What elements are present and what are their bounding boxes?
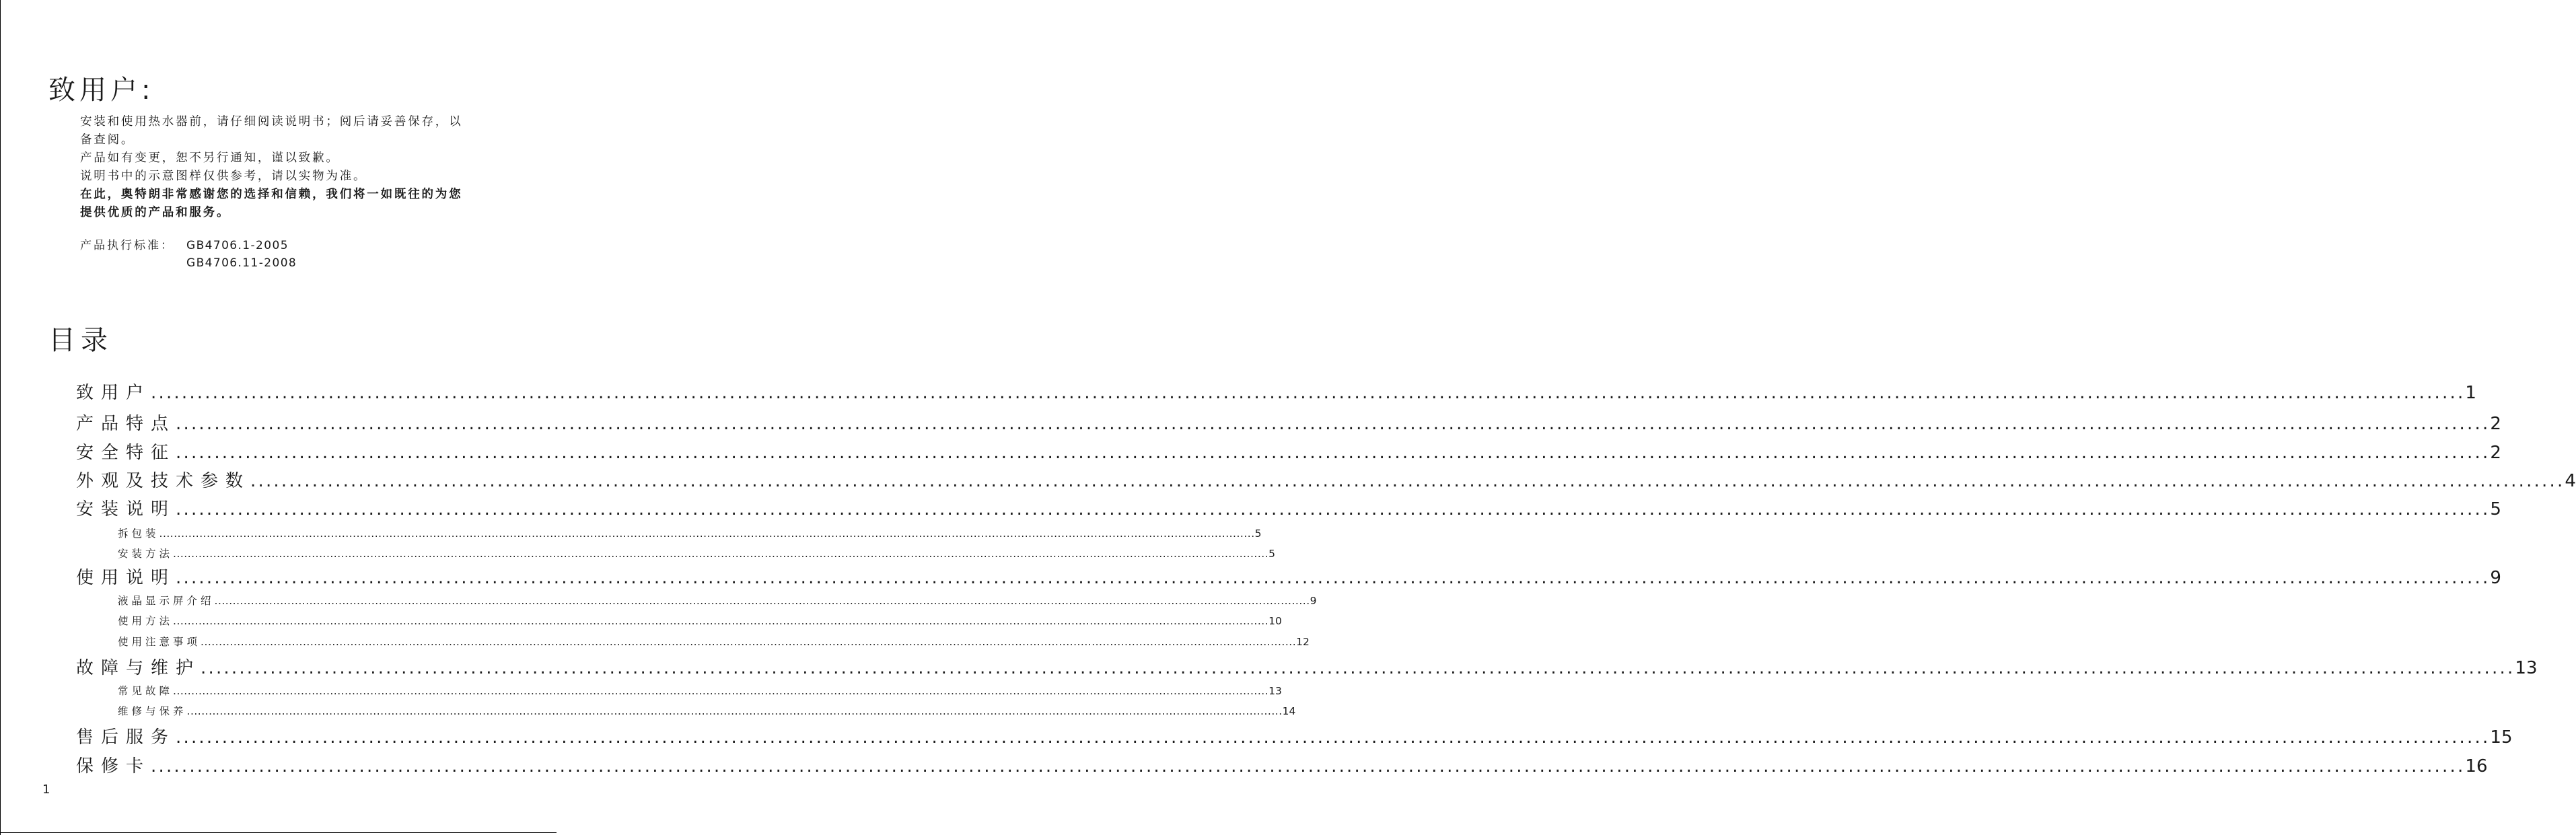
toc-entry-page: 12: [1296, 636, 1310, 648]
toc-leader-dots: ............................................................................................................................................................................................................................................................................................................: [176, 499, 2491, 519]
toc-entry-page: 1: [2465, 383, 2476, 403]
intro-line: 备查阅。: [80, 133, 135, 147]
toc-entry-label: 液晶显示屏介绍: [118, 595, 215, 607]
standard-value: GB4706.1-2005: [186, 239, 289, 252]
toc-entry-page: 9: [1310, 595, 1317, 607]
toc-entry-page: 16: [2465, 756, 2488, 776]
toc-entry: [76, 497, 2501, 521]
toc-entry-label: 安装方法: [118, 548, 174, 560]
toc-entry-page: 13: [1268, 685, 1282, 697]
toc-heading: 目录: [48, 325, 113, 356]
toc-entry-label: 保修卡: [76, 756, 151, 776]
toc-entry-label: 故障与维护: [76, 658, 201, 678]
intro-line: 说明书中的示意图样仅供参考，请以实物为准。: [80, 170, 367, 183]
toc-leader-dots: ............................................................................................................................................................................................................................................................................................................: [151, 383, 2466, 403]
toc-subentry: [118, 684, 1282, 698]
toc-entry-page: 15: [2490, 727, 2513, 748]
toc-leader-dots: ............................................................................................................................................................................................................................................................................................................: [173, 615, 1269, 627]
toc-entry-page: 5: [1268, 548, 1275, 560]
toc-entry-label: 安装说明: [76, 499, 176, 519]
page-border-bottom: [0, 832, 557, 833]
toc-leader-dots: ............................................................................................................................................................................................................................................................................................................: [201, 636, 1297, 648]
toc-entry-page: 14: [1282, 705, 1296, 717]
toc-entry-label: 常见故障: [118, 685, 174, 697]
toc-leader-dots: ............................................................................................................................................................................................................................................................................................................: [151, 756, 2466, 776]
greeting-heading: 致用户:: [48, 75, 155, 106]
toc-subentry: [118, 593, 1317, 608]
intro-line: 安装和使用热水器前，请仔细阅读说明书；阅后请妥善保存，以: [80, 115, 463, 129]
toc-entry-label: 使用说明: [76, 568, 176, 588]
toc-leader-dots: ............................................................................................................................................................................................................................................................................................................: [186, 705, 1283, 717]
product-standard: [80, 237, 297, 272]
toc-entry-page: 4: [2565, 471, 2576, 491]
toc-entry-label: 售后服务: [76, 727, 176, 748]
toc-entry-label: 外观及技术参数: [76, 471, 251, 491]
toc-entry-label: 产品特点: [76, 414, 176, 434]
toc-subentry: [118, 526, 1262, 541]
toc-entry-label: 致用户: [76, 383, 151, 403]
toc-entry: [76, 412, 2501, 436]
toc-subentry: [118, 546, 1275, 561]
toc-leader-dots: ............................................................................................................................................................................................................................................................................................................: [214, 595, 1310, 607]
toc-subentry: [118, 614, 1282, 628]
toc-entry-label: 使用注意事项: [118, 636, 201, 648]
toc-entry-page: 2: [2490, 443, 2501, 463]
toc-subentry: [118, 634, 1310, 649]
page-number: 1: [42, 783, 50, 797]
toc-leader-dots: ............................................................................................................................................................................................................................................................................................................: [176, 443, 2491, 463]
toc-leader-dots: ............................................................................................................................................................................................................................................................................................................: [173, 685, 1269, 697]
toc-entry: [76, 754, 2488, 778]
toc-leader-dots: ............................................................................................................................................................................................................................................................................................................: [201, 658, 2515, 678]
toc-entry: [76, 441, 2501, 465]
toc-entry: [76, 725, 2513, 750]
toc-entry: [76, 566, 2501, 590]
toc-subentry: [118, 704, 1296, 719]
toc-entry: [76, 381, 2476, 405]
toc-entry: [76, 656, 2538, 680]
toc-entry-page: 2: [2490, 414, 2501, 434]
toc-entry-label: 拆包装: [118, 528, 159, 540]
standard-value: GB4706.11-2008: [186, 256, 297, 270]
toc-entry-label: 使用方法: [118, 615, 174, 627]
toc-leader-dots: ............................................................................................................................................................................................................................................................................................................: [176, 414, 2491, 434]
toc-leader-dots: ............................................................................................................................................................................................................................................................................................................: [176, 568, 2491, 588]
toc-leader-dots: ............................................................................................................................................................................................................................................................................................................: [173, 548, 1269, 560]
intro-line: 产品如有变更，恕不另行通知，谨以致歉。: [80, 151, 340, 165]
toc-entry-label: 安全特征: [76, 443, 176, 463]
toc-entry-label: 维修与保养: [118, 705, 187, 717]
toc-leader-dots: ............................................................................................................................................................................................................................................................................................................: [176, 727, 2491, 748]
toc-entry-page: 5: [1254, 528, 1262, 540]
toc-entry-page: 13: [2515, 658, 2538, 678]
toc-entry-page: 5: [2490, 499, 2501, 519]
intro-line: 在此，奥特朗非常感谢您的选择和信赖，我们将一如既往的为您: [80, 188, 463, 201]
toc-leader-dots: ............................................................................................................................................................................................................................................................................................................: [250, 471, 2565, 491]
toc-entry: [76, 469, 2576, 493]
standard-label: 产品执行标准：: [80, 239, 174, 252]
toc-leader-dots: ............................................................................................................................................................................................................................................................................................................: [159, 528, 1255, 540]
page-border-left: [0, 0, 1, 835]
toc-entry-page: 10: [1268, 615, 1282, 627]
intro-paragraphs: [80, 113, 517, 222]
intro-line: 提供优质的产品和服务。: [80, 206, 231, 219]
toc-entry-page: 9: [2490, 568, 2501, 588]
